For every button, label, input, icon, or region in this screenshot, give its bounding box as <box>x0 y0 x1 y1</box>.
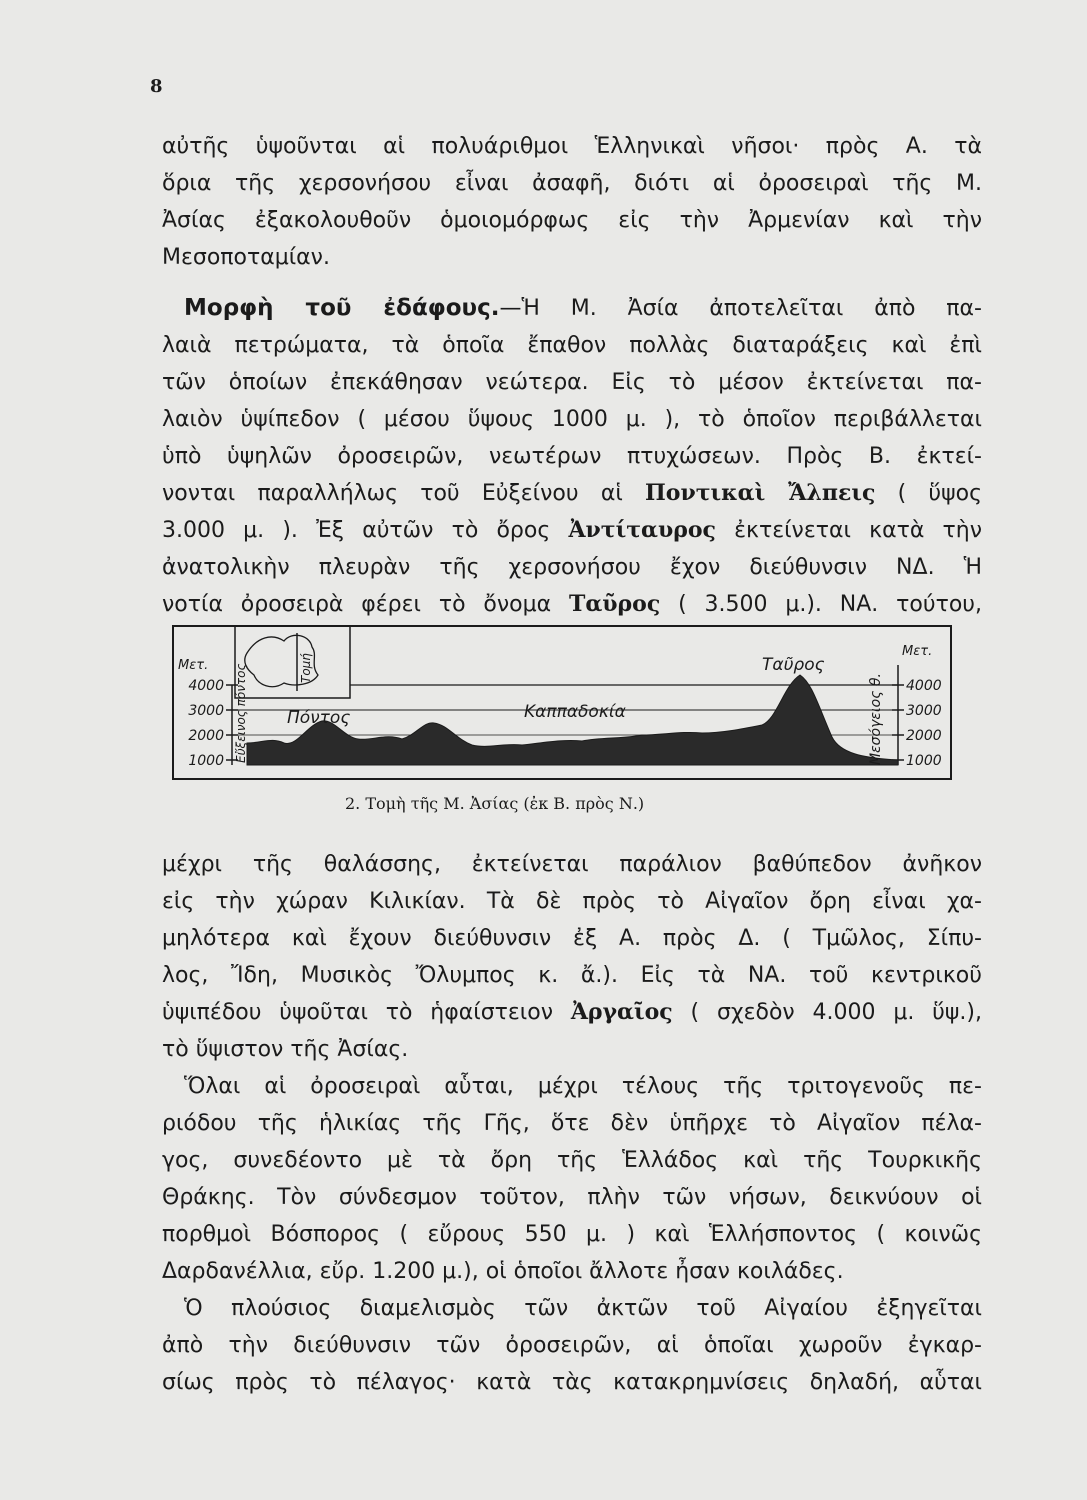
text-line: λαιὸν ὑψίπεδον ( μέσου ὕψους 1000 μ. ), τὸ ὁποῖον περιβάλλεται <box>162 407 982 432</box>
text-line: λος, Ἴδη, Μυσικὸς Ὄλυμπος κ. ἄ.). Εἰς τὰ ΝΑ. τοῦ κεντρικοῦ <box>162 963 982 988</box>
place-name: Ταῦρος <box>568 591 661 617</box>
text-line <box>162 512 982 549</box>
tauros-label: Ταῦρος <box>762 655 825 675</box>
inset-label: Τομή <box>299 653 313 683</box>
place-name: Ἀντίταυρος <box>568 517 716 543</box>
text-line <box>162 586 982 623</box>
text-line: μηλότερα καὶ ἔχουν διεύθυνσιν ἐξ Α. πρὸς Δ. ( Τμῶλος, Σίπυ- <box>162 926 982 951</box>
cross-section-figure <box>172 625 952 780</box>
kappadokia-label: Καππαδοκία <box>524 702 626 722</box>
text-line: αὐτῆς ὑψοῦνται αἱ πολυάριθμοι Ἑλληνικαὶ νῆσοι· πρὸς Α. τὰ <box>162 134 982 159</box>
paragraph-3 <box>162 1068 982 1290</box>
text-line: Ὁ πλούσιος διαμελισμὸς τῶν ἀκτῶν τοῦ Αἰγαίου ἐξηγεῖται <box>184 1296 982 1321</box>
text-line: πορθμοὶ Βόσπορος ( εὔρους 550 μ. ) καὶ Ἑλλήσποντος ( κοινῶς <box>162 1222 982 1247</box>
section-heading: Μορφὴ τοῦ ἐδάφους. <box>184 295 500 321</box>
text-line: ἀνατολικὴν πλευρὰν τῆς χερσονήσου ἔχον διεύθυνσιν ΝΔ. Ἡ <box>162 555 982 580</box>
right-unit-label: Μετ. <box>902 644 933 659</box>
text-line: γος, συνεδέοντο μὲ τὰ ὄρη τῆς Ἑλλάδος καὶ τῆς Τουρκικῆς <box>162 1148 982 1173</box>
text-line <box>162 994 982 1031</box>
right-axis-tick-label: 1000 <box>906 753 942 769</box>
text-line: ὑπὸ ὑψηλῶν ὀροσειρῶν, νεωτέρων πτυχώσεων. Πρὸς Β. ἐκτεί- <box>162 444 982 469</box>
text-line <box>162 290 982 327</box>
text-line: Μεσοποταμίαν. <box>162 245 330 270</box>
text-line: τὸ ὕψιστον τῆς Ἀσίας. <box>162 1037 409 1062</box>
right-ticks <box>892 678 942 769</box>
cross-section-diagram <box>172 625 952 780</box>
text-span: 3.000 μ. ). Ἐξ αὐτῶν τὸ ὄρος <box>162 518 569 543</box>
page-number: 8 <box>150 76 163 97</box>
section-terrain <box>162 290 982 623</box>
text-line: τῶν ὁποίων ἐπεκάθησαν νεώτερα. Εἰς τὸ μέσον ἐκτείνεται πα- <box>162 370 982 395</box>
text-line: εἰς τὴν χώραν Κιλικίαν. Τὰ δὲ πρὸς τὸ Αἰγαῖον ὄρη εἶναι χα- <box>162 889 982 914</box>
right-axis-tick-label: 2000 <box>906 728 942 744</box>
text-line <box>162 475 982 512</box>
euxeinos-label: Εὔξεινος πόντος <box>234 663 248 763</box>
left-axis-tick-label: 1000 <box>188 753 224 769</box>
place-name: Ποντικαὶ Ἄλπεις <box>645 480 876 506</box>
text-line: Ἀσίας ἐξακολουθοῦν ὁμοιομόρφως εἰς τὴν Ἀρμενίαν καὶ τὴν <box>162 208 982 233</box>
text-line: Θράκης. Τὸν σύνδεσμον τοῦτον, πλὴν τῶν νήσων, δεικνύουν οἱ <box>162 1185 982 1210</box>
text-span: νονται παραλλήλως τοῦ Εὐξείνου αἱ <box>162 481 645 506</box>
right-axis-tick-label: 3000 <box>906 703 942 719</box>
paragraph-2 <box>162 846 982 1068</box>
text-line: μέχρι τῆς θαλάσσης, ἐκτείνεται παράλιον βαθύπεδον ἀνῆκον <box>162 852 982 877</box>
text-line: ἀπὸ τὴν διεύθυνσιν τῶν ὀροσειρῶν, αἱ ὁποῖαι χωροῦν ἐγκαρ- <box>162 1333 982 1358</box>
text-span: ( 3.500 μ.). ΝΑ. τούτου, <box>660 592 982 617</box>
mesogeios-label: Μεσόγειος θ. <box>868 673 884 765</box>
text-span: νοτία ὀροσειρὰ φέρει τὸ ὄνομα <box>162 592 569 617</box>
left-ticks <box>188 678 238 769</box>
text-line: Ὅλαι αἱ ὀροσειραὶ αὗται, μέχρι τέλους τῆς τριτογενοῦς πε- <box>184 1074 982 1099</box>
figure-caption: 2. Τομὴ τῆς Μ. Ἀσίας (ἐκ Β. πρὸς Ν.) <box>345 794 645 813</box>
text-span: ( σχεδὸν 4.000 μ. ὕψ.), <box>672 1000 982 1025</box>
text-line: ριόδου τῆς ἡλικίας τῆς Γῆς, ὅτε δὲν ὑπῆρχε τὸ Αἰγαῖον πέλα- <box>162 1111 982 1136</box>
right-axis-tick-label: 4000 <box>906 678 942 694</box>
text-line: ὅρια τῆς χερσονήσου εἶναι ἀσαφῆ, διότι αἱ ὀροσειραὶ τῆς Μ. <box>162 171 982 196</box>
text-span: —Ἡ Μ. Ἀσία ἀποτελεῖται ἀπὸ πα- <box>499 296 982 321</box>
text-line: σίως πρὸς τὸ πέλαγος· κατὰ τὰς κατακρημνίσεις δηλαδή, αὗται <box>162 1370 982 1395</box>
text-span: ὑψιπέδου ὑψοῦται τὸ ἡφαίστειον <box>162 1000 571 1025</box>
text-span: ἐκτείνεται κατὰ τὴν <box>715 518 982 543</box>
left-axis-tick-label: 3000 <box>188 703 224 719</box>
text-span: ( ὕψος <box>875 481 983 506</box>
left-axis-tick-label: 2000 <box>188 728 224 744</box>
pontos-label: Πόντος <box>287 708 351 728</box>
inset-map-frame <box>235 626 350 698</box>
paragraph-4 <box>162 1290 982 1401</box>
left-axis-tick-label: 4000 <box>188 678 224 694</box>
left-unit-label: Μετ. <box>178 658 209 673</box>
paragraph-1 <box>162 128 982 276</box>
place-name: Ἀργαῖος <box>570 999 673 1025</box>
text-line: Δαρδανέλλια, εὔρ. 1.200 μ.), οἱ ὁποῖοι ἄλλοτε ἦσαν κοιλάδες. <box>162 1259 844 1284</box>
text-line: λαιὰ πετρώματα, τὰ ὁποῖα ἔπαθον πολλὰς διαταράξεις καὶ ἐπὶ <box>162 333 982 358</box>
